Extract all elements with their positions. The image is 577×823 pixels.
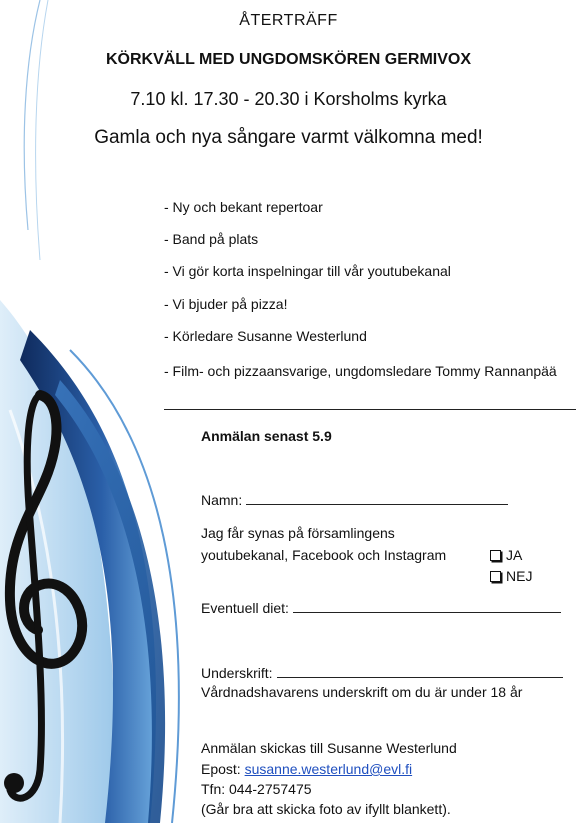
option-no-label: NEJ: [506, 568, 533, 584]
guardian-note: Vårdnadshavarens underskrift om du är under 18 år: [201, 684, 523, 700]
event-title: KÖRKVÄLL MED UNGDOMSKÖREN GERMIVOX: [105, 51, 472, 68]
list-item: - Vi gör korta inspelningar till vår youtubekanal: [164, 263, 451, 279]
signature-label: Underskrift:: [201, 665, 273, 681]
list-item: - Band på plats: [164, 231, 259, 247]
signature-line[interactable]: [277, 665, 563, 678]
overline: ÅTERTRÄFF: [239, 12, 338, 29]
email-label: Epost:: [201, 761, 241, 777]
name-label: Namn:: [201, 492, 243, 508]
welcome-text: Gamla och nya sångare varmt välkomna med!: [94, 127, 483, 148]
diet-field[interactable]: [201, 600, 561, 616]
diet-line[interactable]: [293, 600, 561, 613]
phone: Tfn: 044-2757475: [201, 781, 312, 797]
option-yes[interactable]: [490, 547, 522, 563]
consent-line-2: youtubekanal, Facebook och Instagram: [201, 547, 447, 563]
email-row: [201, 761, 412, 777]
list-item: - Film- och pizzaansvarige, ungdomsledare Tommy Rannanpää: [164, 363, 557, 379]
send-to: Anmälan skickas till Susanne Westerlund: [201, 740, 457, 756]
list-item: - Vi bjuder på pizza!: [164, 296, 288, 312]
diet-label: Eventuell diet:: [201, 600, 289, 616]
divider: [164, 409, 576, 410]
list-item: - Ny och bekant repertoar: [164, 199, 323, 215]
footnote: (Går bra att skicka foto av ifyllt blankett).: [201, 801, 451, 817]
checkbox-icon[interactable]: [490, 571, 501, 582]
deadline: Anmälan senast 5.9: [201, 428, 332, 444]
option-no[interactable]: [490, 568, 532, 584]
checkbox-icon[interactable]: [490, 550, 501, 561]
consent-line-1: Jag får synas på församlingens: [201, 525, 395, 541]
email-link[interactable]: susanne.westerlund@evl.fi: [244, 761, 413, 777]
option-yes-label: JA: [506, 547, 523, 563]
signature-field[interactable]: [201, 665, 563, 681]
name-field[interactable]: [201, 492, 508, 508]
list-item: - Körledare Susanne Westerlund: [164, 328, 367, 344]
event-time-place: 7.10 kl. 17.30 - 20.30 i Korsholms kyrka: [130, 89, 447, 109]
name-line[interactable]: [246, 492, 508, 505]
